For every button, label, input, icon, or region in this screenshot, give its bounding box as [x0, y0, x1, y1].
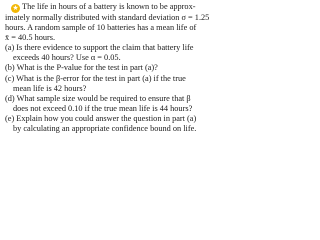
- problem-intro-line-1: [5, 2, 198, 13]
- part-label: (d): [5, 93, 15, 103]
- part-text: What sample size would be required to ensure that β does not exceed 0.10 if the true mean life is 44 hours?: [13, 93, 193, 113]
- star-icon: ★: [12, 5, 19, 12]
- part-label: (c): [5, 73, 15, 83]
- part-label: (e): [5, 113, 15, 123]
- question-part-e: [5, 114, 198, 134]
- part-label: (a): [5, 43, 15, 53]
- problem-intro-line-3: hours. A random sample of 10 batteries has a mean life of: [5, 23, 197, 33]
- problem-intro-text-1: The life in hours of a battery is known to be approx-: [22, 2, 196, 11]
- question-part-b: [5, 63, 198, 73]
- problem-intro-line-4: x̄ = 40.5 hours.: [5, 33, 56, 43]
- part-label: (b): [5, 63, 15, 73]
- question-part-d: [5, 94, 198, 114]
- question-part-c: [5, 74, 198, 94]
- problem-intro-line-2: imately normally distributed with standard deviation σ = 1.25: [5, 13, 210, 22]
- part-text: What is the β-error for the test in part (a) if the true mean life is 42 hours?: [13, 73, 186, 93]
- part-text: Is there evidence to support the claim that battery life exceeds 40 hours? Use α = 0.05.: [13, 43, 194, 63]
- exercise-problem: [5, 2, 210, 134]
- question-part-a: [5, 43, 198, 63]
- part-text: Explain how you could answer the question in part (a) by calculating an appropriate confidence bound on life.: [13, 113, 197, 134]
- part-text: What is the P-value for the test in part (a)?: [16, 63, 158, 73]
